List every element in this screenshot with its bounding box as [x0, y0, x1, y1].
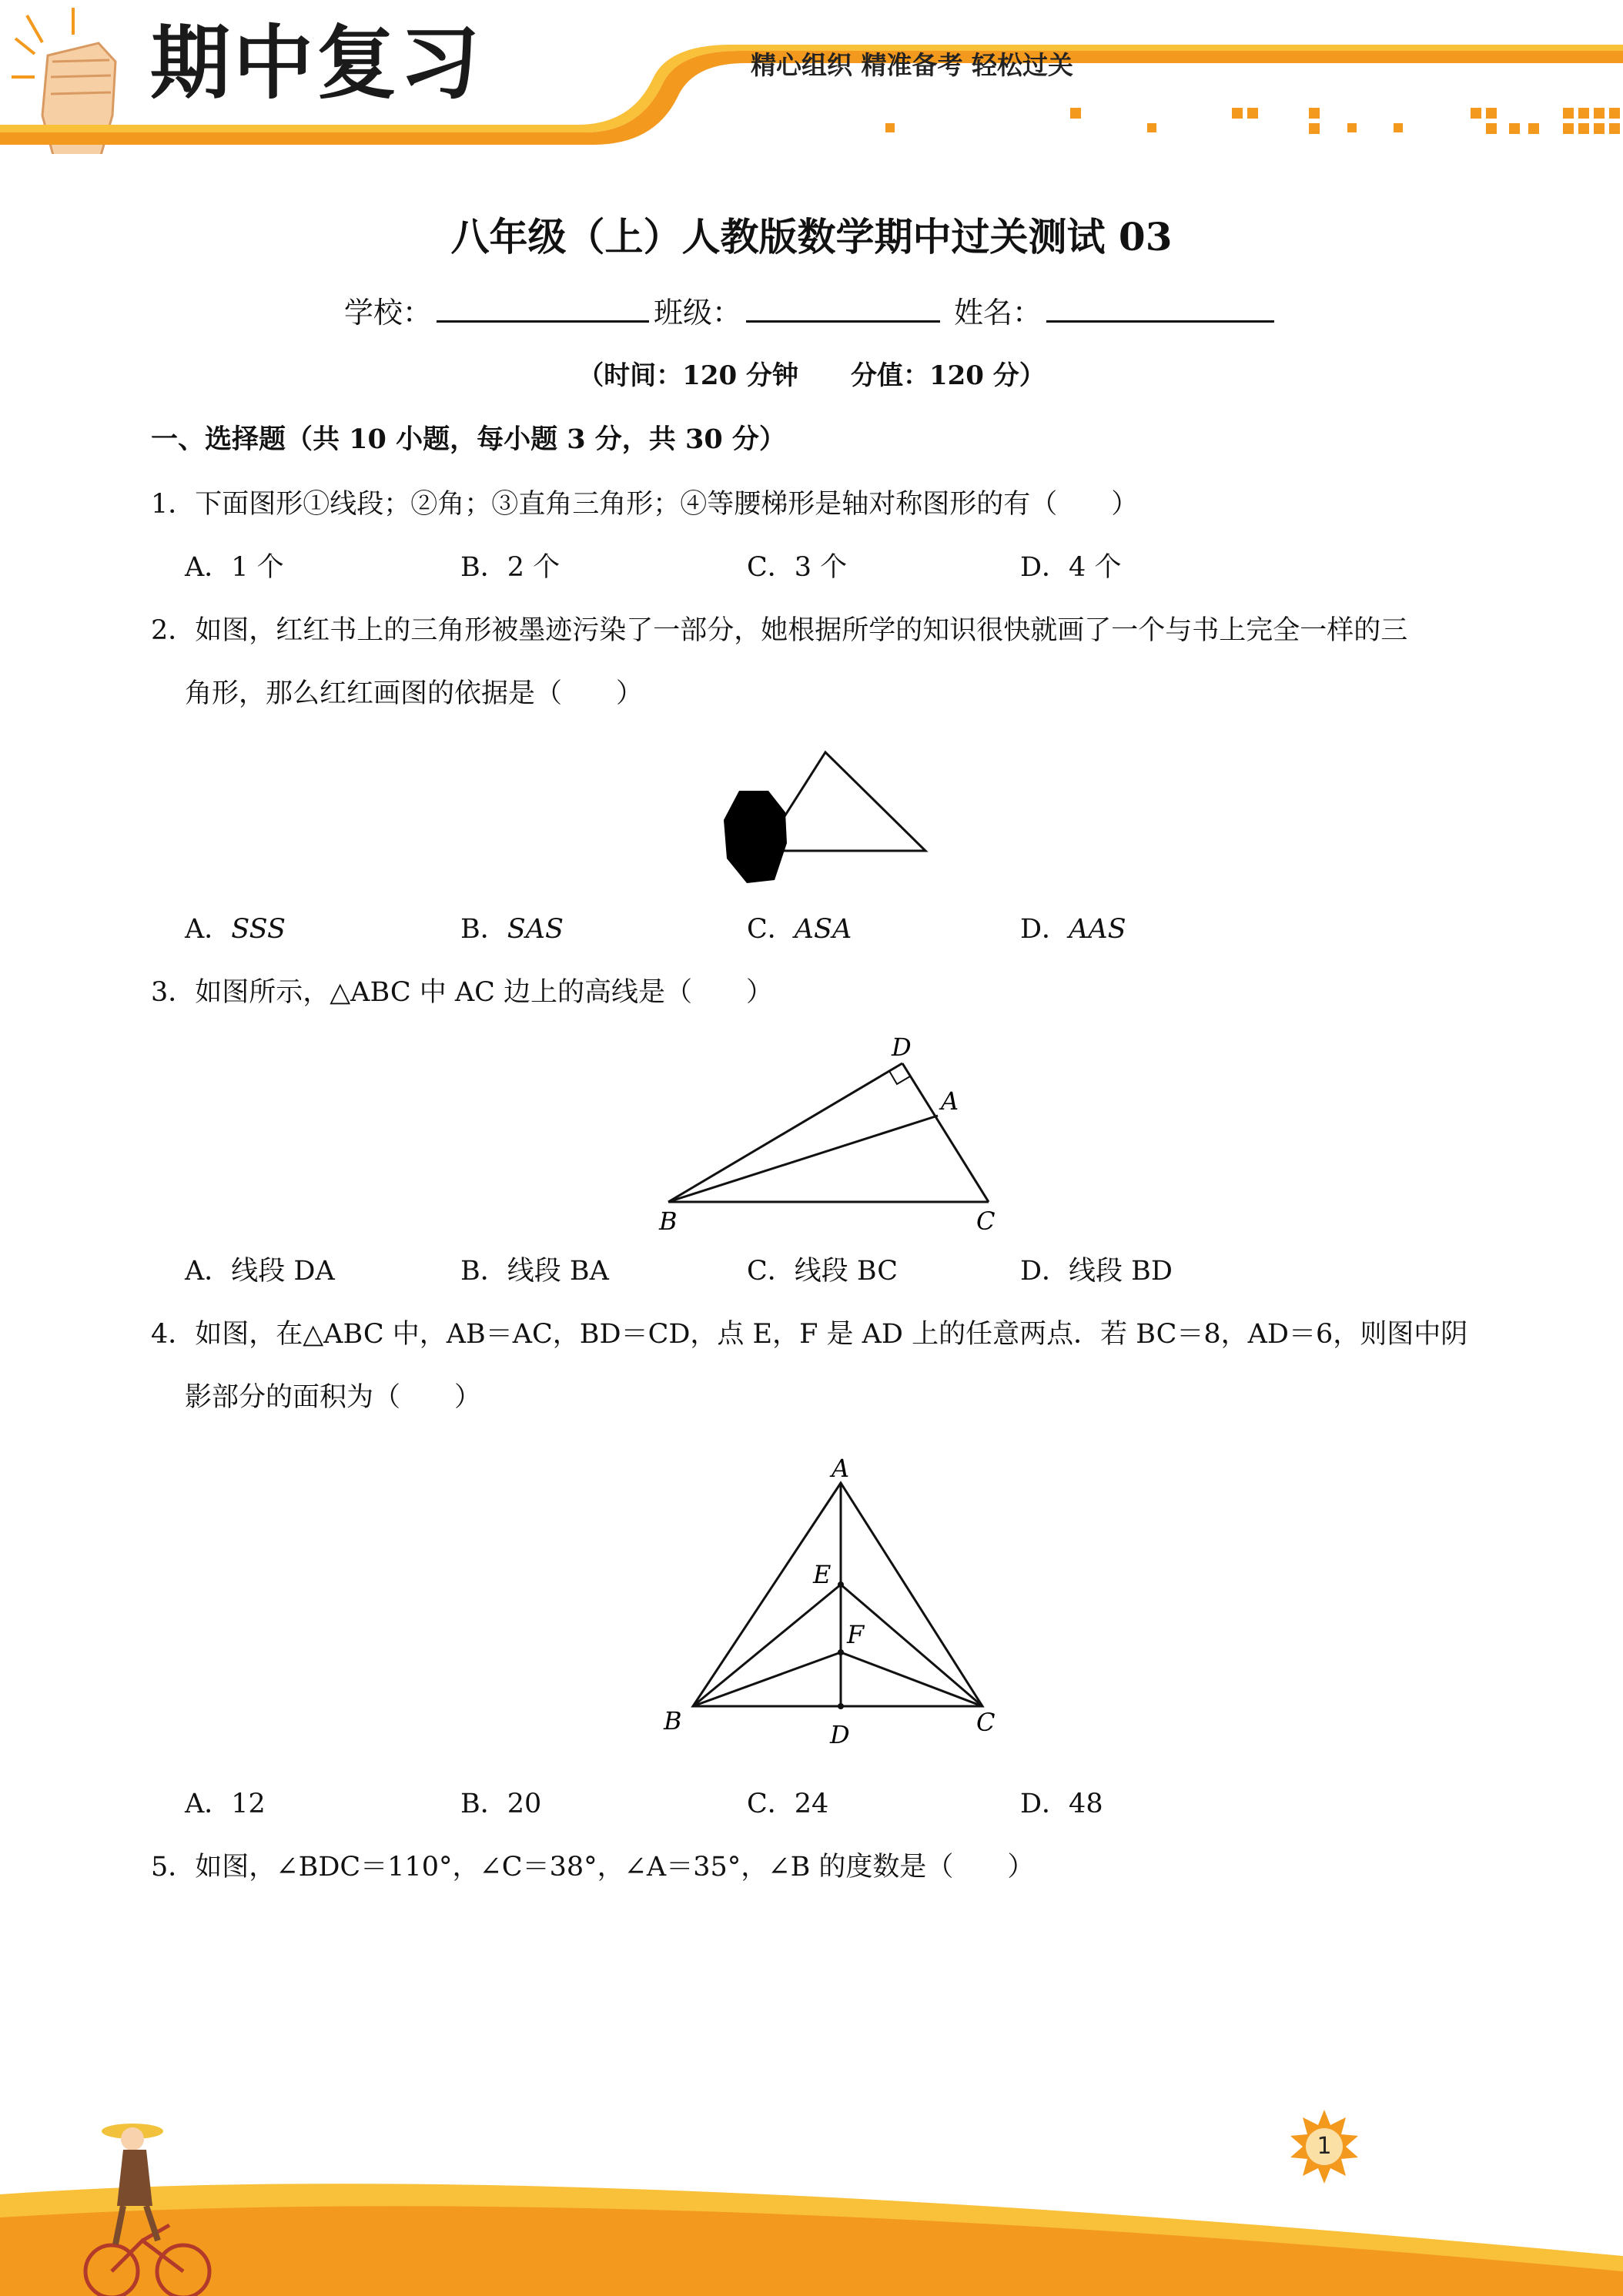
label-F: F — [847, 1620, 865, 1649]
label-B: B — [659, 1207, 678, 1236]
q2-option-d[interactable]: D．AAS — [1020, 914, 1126, 945]
q3-figure-triangle — [654, 1028, 1009, 1236]
student-info-line — [0, 294, 1623, 331]
q3-option-d[interactable]: D．线段 BD — [1020, 1256, 1173, 1287]
q2-option-a[interactable]: A．SSS — [185, 914, 286, 945]
label-B: B — [664, 1706, 682, 1735]
time-score-line: （时间：120 分钟 分值：120 分） — [577, 360, 1046, 391]
q1-option-c[interactable]: C．3 个 — [747, 552, 848, 583]
q1-option-b[interactable]: B．2 个 — [460, 552, 561, 583]
school-field[interactable] — [437, 294, 649, 323]
q4-figure-triangle — [654, 1448, 1009, 1748]
label-A: A — [941, 1086, 959, 1116]
question-5-stem: 5．如图，∠BDC＝110°，∠C＝38°，∠A＝35°，∠B 的度数是（ ） — [151, 1852, 1035, 1883]
q1-option-d[interactable]: D．4 个 — [1020, 552, 1122, 583]
q2-option-c[interactable]: C．ASA — [747, 914, 852, 945]
brand-title: 期中复习 — [150, 16, 484, 110]
label-C: C — [976, 1708, 996, 1737]
q3-option-b[interactable]: B．线段 BA — [460, 1256, 609, 1287]
name-field[interactable] — [1046, 294, 1274, 323]
question-2-stem-line1: 2．如图，红红书上的三角形被墨迹污染了一部分，她根据所学的知识很快就画了一个与书上完全一样的三 — [151, 615, 1408, 646]
q3-option-c[interactable]: C．线段 BC — [747, 1256, 899, 1287]
page-number: 1 — [1317, 2133, 1332, 2160]
q2-option-b[interactable]: B．SAS — [460, 914, 564, 945]
q4-option-b[interactable]: B．20 — [460, 1789, 542, 1819]
question-4-stem-line2: 影部分的面积为（ ） — [185, 1382, 482, 1413]
label-D: D — [892, 1033, 912, 1062]
q4-option-c[interactable]: C．24 — [747, 1789, 829, 1819]
ink-blot-icon — [724, 791, 787, 883]
q3-option-a[interactable]: A．线段 DA — [185, 1256, 335, 1287]
label-C: C — [976, 1207, 996, 1236]
slogan: 精心组织 精准备考 轻松过关 — [751, 50, 1073, 80]
label-A: A — [832, 1454, 850, 1483]
q4-option-d[interactable]: D．48 — [1020, 1789, 1103, 1819]
q4-option-a[interactable]: A．12 — [185, 1789, 266, 1819]
label-E: E — [813, 1560, 832, 1589]
footer-banner — [0, 2110, 1623, 2296]
section-heading: 一、选择题（共 10 小题，每小题 3 分，共 30 分） — [151, 423, 786, 455]
decorative-squares-icon — [885, 108, 1620, 134]
class-label: 班级： — [653, 296, 741, 330]
label-D: D — [830, 1720, 850, 1748]
page-title: 八年级（上）人教版数学期中过关测试 03 — [450, 214, 1173, 259]
question-2-stem-line2: 角形，那么红红画图的依据是（ ） — [185, 678, 644, 709]
q1-option-a[interactable]: A．1 个 — [185, 552, 284, 583]
question-1-stem: 1．下面图形①线段；②角；③直角三角形；④等腰梯形是轴对称图形的有（ ） — [151, 489, 1139, 520]
school-label: 学校： — [343, 296, 432, 330]
class-field[interactable] — [746, 294, 940, 323]
name-label: 姓名： — [954, 296, 1042, 330]
question-3-stem: 3．如图所示，△ABC 中 AC 边上的高线是（ ） — [151, 977, 774, 1008]
question-4-stem-line1: 4．如图，在△ABC 中，AB＝AC，BD＝CD，点 E，F 是 AD 上的任意两点．若 BC＝8，AD＝6，则图中阴 — [151, 1319, 1468, 1350]
q2-figure-inked-triangle — [716, 743, 932, 889]
